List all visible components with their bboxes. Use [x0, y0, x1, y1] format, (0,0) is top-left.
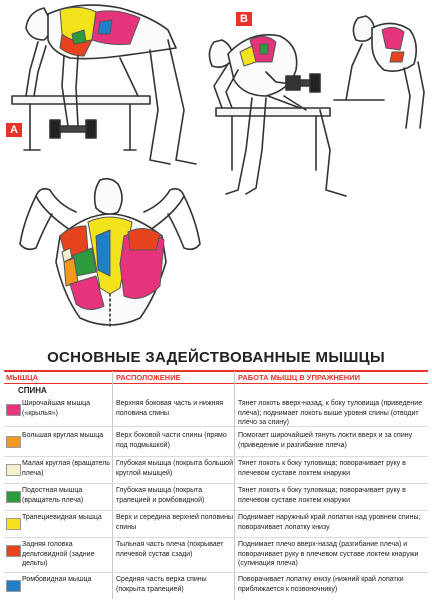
muscle-function: Поднимает плечо вверх-назад (разгибание плеча) и поворачивает руку в плечевом суставе локтем кнаружи (супинация плеча) [238, 541, 419, 567]
muscle-name: Задняя головка дельтовидной (задние дельты) [22, 541, 95, 567]
muscle-name: Ромбовидная мышца [22, 576, 92, 583]
muscle-function: Поднимает наружный край лопатки над уровнем спины; поворачивает лопатку книзу [238, 514, 421, 531]
muscle-function: Поворачивает лопатку книзу (нижний край лопатки приближается к позвоночнику) [238, 576, 404, 593]
muscle-location: Верх боковой части спины (прямо под подмышкой) [116, 432, 227, 449]
muscle-name: Малая круглая (вращатель плеча) [22, 460, 110, 477]
figure-label-a: А [6, 123, 22, 137]
color-swatch [6, 545, 21, 557]
muscle-function: Тянет локоть к боку туловища; поворачивает руку в плечевом суставе локтем кнаружи [238, 460, 406, 477]
color-swatch [6, 464, 21, 476]
column-header-muscle: МЫШЦА [6, 373, 39, 382]
table-row [4, 429, 428, 457]
figure-b-drawing [209, 35, 346, 196]
table-row [4, 573, 428, 599]
muscle-name: Трапециевидная мышца [22, 514, 102, 521]
header-divider [4, 370, 428, 372]
color-swatch [6, 580, 21, 592]
figure-a-drawing [12, 5, 196, 164]
table-title: ОСНОВНЫЕ ЗАДЕЙСТВОВАННЫЕ МЫШЦЫ [47, 349, 385, 366]
muscle-name: Подостная мышца (вращатель плеча) [22, 487, 84, 504]
muscle-location: Верх и середина верхней половины спины [116, 514, 233, 531]
muscle-location: Средняя часть верха спины (покрыта трапецией) [116, 576, 207, 593]
table-row [4, 457, 428, 484]
muscle-location: Тыльная часть плеча (покрывает плечевой сустав сзади) [116, 541, 224, 558]
muscle-location: Глубокая мышца (покрыта трапецией и ромбовидной) [116, 487, 205, 504]
table-row [4, 397, 428, 427]
figure-b-detail-drawing [334, 16, 424, 128]
color-swatch [6, 518, 21, 530]
group-label: СПИНА [18, 386, 47, 395]
table-row [4, 538, 428, 573]
muscle-name: Широчайшая мышца («крылья») [22, 400, 91, 417]
column-header-function: РАБОТА МЫШЦ В УПРАЖНЕНИИ [238, 373, 360, 382]
back-view-drawing [20, 179, 200, 326]
muscle-name: Большая круглая мышца [22, 432, 104, 439]
column-header-location: РАСПОЛОЖЕНИЕ [116, 373, 181, 382]
muscle-function: Помогает широчайшей тянуть локти вверх и за спину (приведение и разгибание плеча) [238, 432, 413, 449]
muscle-location: Глубокая мышца (покрыта большой круглой мышцей) [116, 460, 233, 477]
muscle-function: Тянет локоть вверх-назад, к боку туловища (приведение плеча); поднимает локоть выше уровня спины (отводит плечо за спину) [238, 400, 423, 426]
color-swatch [6, 491, 21, 503]
muscle-function: Тянет локоть к боку туловища; поворачивает руку в плечевом суставе локтем кнаружи [238, 487, 406, 504]
muscle-location: Верхняя боковая часть и нижняя половина спины [116, 400, 224, 417]
header-divider-bottom [4, 383, 428, 384]
muscle-table [0, 345, 432, 600]
table-row [4, 484, 428, 511]
figure-label-b: В [236, 12, 252, 26]
table-row [4, 511, 428, 538]
color-swatch [6, 404, 21, 416]
color-swatch [6, 436, 21, 448]
